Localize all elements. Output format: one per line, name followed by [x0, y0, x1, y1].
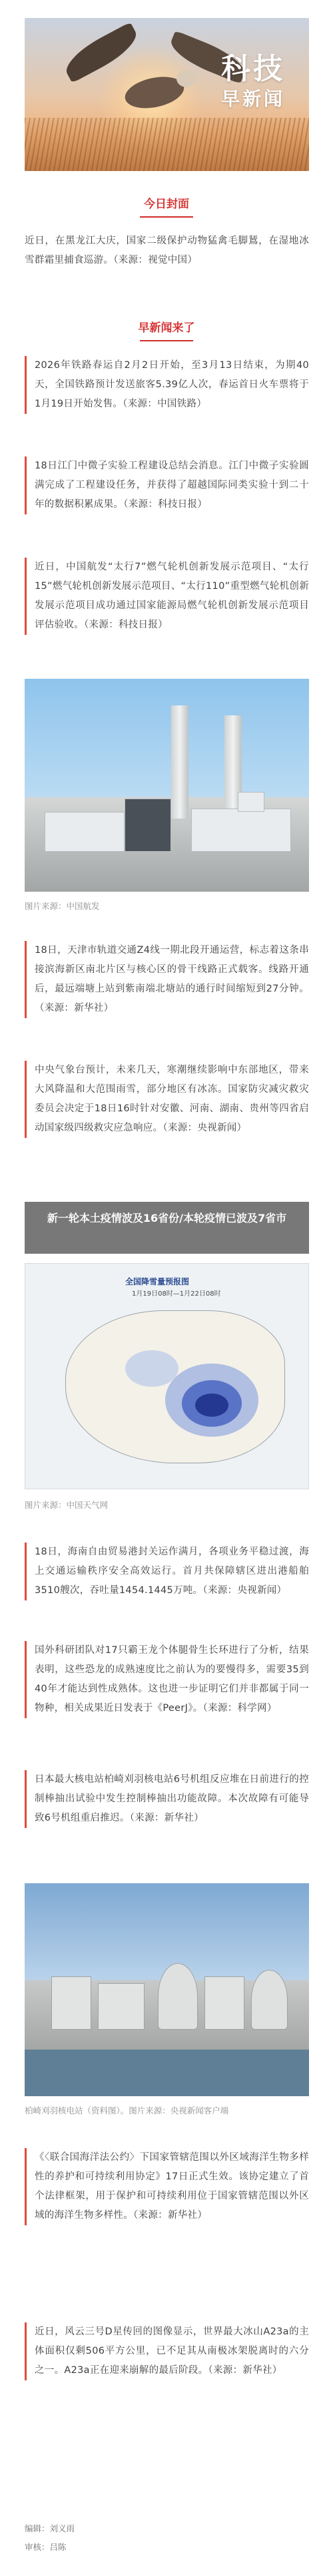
overlay-text: 新一轮本土疫情波及16省份/本轮疫情已波及7省市 — [47, 1212, 287, 1224]
news-text: 18日，海南自由贸易港封关运作满月，各项业务平稳过渡，海上交通运输秩序安全高效运行。首月共保障辖区进出港船舶3510艘次，吞吐量1454.1445万吨。（来源：央视新闻） — [35, 1547, 309, 1596]
news-item — [25, 1770, 309, 1828]
news-item — [25, 1543, 309, 1600]
building — [45, 812, 125, 852]
section-underline — [140, 216, 193, 218]
image-caption: 柏崎刈羽核电站（资料图）。图片来源：央视新闻客户端 — [25, 2106, 229, 2116]
reactor-dome — [251, 1970, 288, 2030]
reactor-dome — [158, 1963, 198, 2030]
news-text: 中央气象台预计，未来几天，寒潮继续影响中东部地区，带来大风降温和大范围雨雪，部分地区有冰冻。国家防灾减灾救灾委员会决定于18日16时针对安徽、河南、湖南、贵州等四省启动国家级四级救灾应急响应。（来源：央视新闻） — [35, 1065, 309, 1133]
news-item — [25, 2322, 309, 2380]
building — [238, 792, 264, 812]
news-text: 《〈联合国海洋法公约〉下国家管辖范围以外区域海洋生物多样性的养护和可持续利用协定》17日正式生效。该协定建立了首个法律框架，用于保护和可持续利用位于国家管辖范围以外区域的海洋生物多样性。（来源：新华社） — [35, 2152, 309, 2221]
grass-field — [25, 118, 309, 171]
hero-banner — [25, 18, 309, 171]
news-text: 日本最大核电站柏崎刈羽核电站6号机组反应堆在日前进行的控制棒抽出试验中发生控制棒抽出功能故障。本次故障有可能导致6号机组重启推迟。（来源：新华社） — [35, 1774, 309, 1823]
building — [125, 799, 171, 852]
map-subtitle: 1月19日08时—1月22日08时 — [132, 1290, 221, 1298]
news-text: 2026年铁路春运自2月2日开始，至3月13日结束，为期40天，全国铁路预计发送旅客5.39亿人次，春运首日火车票将于1月19日开始发售。（来源：中国铁路） — [35, 360, 309, 409]
section-today-cover — [0, 194, 333, 218]
news-item — [25, 457, 309, 514]
cover-paragraph — [25, 232, 309, 270]
news-item — [25, 356, 309, 414]
bird-head — [176, 70, 196, 87]
news-text: 18日，天津市轨道交通Z4线一期北段开通运营，标志着这条串接滨海新区南北片区与核心区的骨干线路正式载客。线路开通后，最远端塘上站到紫南端北塘站的通行时间缩短到27分钟。（来源：新华社） — [35, 945, 309, 1013]
overlay-banner — [25, 1202, 309, 1254]
news-item — [25, 1641, 309, 1718]
news-item — [25, 558, 309, 635]
reviewer-credit: 审核：吕陈 — [25, 2542, 67, 2552]
news-text: 近日，风云三号D星传回的图像显示，世界最大冰山A23a的主体面积仅剩506平方公里，已不足其从南极冰架脱离时的六分之一。A23a正在迎来崩解的最后阶段。（来源：新华社） — [35, 2326, 309, 2376]
news-text: 国外科研团队对17只霸王龙个体腿骨生长环进行了分析，结果表明，这些恐龙的成熟速度比之前认为的要慢得多，需要35到40年才能达到性成熟体。这也进一步证明它们并非都属于同一物种，相关成果近日发表于《PeerJ》。（来源：科学网） — [35, 1645, 309, 1714]
news-text: 近日，中国航发“太行7”燃气轮机创新发展示范项目、“太行15”燃气轮机创新发展示范项目、“太行110”重型燃气轮机创新发展示范项目成功通过国家能源局燃气轮机创新发展示范项目评估验收。（来源：科技日报） — [35, 562, 309, 630]
reactor-building — [51, 1976, 91, 2030]
section-underline — [140, 340, 193, 341]
news-item — [25, 1061, 309, 1138]
section-title: 早新闻来了 — [138, 321, 195, 335]
chimney — [171, 705, 188, 819]
news-item — [25, 941, 309, 1018]
reactor-building — [98, 1983, 145, 2030]
cover-text: 近日，在黑龙江大庆，国家二级保护动物猛禽毛脚鵟，在湿地冰雪群霜里捕食巡游。（来源：视觉中国） — [25, 236, 309, 266]
news-item — [25, 2148, 309, 2225]
snowfall-map — [25, 1263, 309, 1489]
building — [191, 809, 291, 852]
hero-subtitle: 早新闻 — [220, 88, 285, 110]
snow-area — [195, 1393, 228, 1417]
image-caption: 图片来源：中国天气网 — [25, 1500, 109, 1510]
nuclear-plant-photo — [25, 1883, 309, 2096]
map-title: 全国降雪量预报图 — [125, 1277, 190, 1286]
reactor-building — [204, 1976, 244, 2030]
news-text: 18日江门中微子实验工程建设总结会消息。江门中微子实验圆满完成了工程建设任务，并获得了超越国际同类实验十到二十年的数据积累成果。（来源：科技日报） — [35, 460, 309, 510]
hero-title: 科技 — [221, 52, 285, 86]
section-title: 今日封面 — [144, 198, 189, 211]
sea — [25, 2050, 309, 2096]
editor-credit: 编辑：刘义雨 — [25, 2523, 75, 2533]
section-morning-news — [0, 318, 333, 341]
power-plant-photo — [25, 679, 309, 892]
image-caption: 图片来源：中国航发 — [25, 901, 100, 911]
snow-area — [125, 1350, 178, 1387]
